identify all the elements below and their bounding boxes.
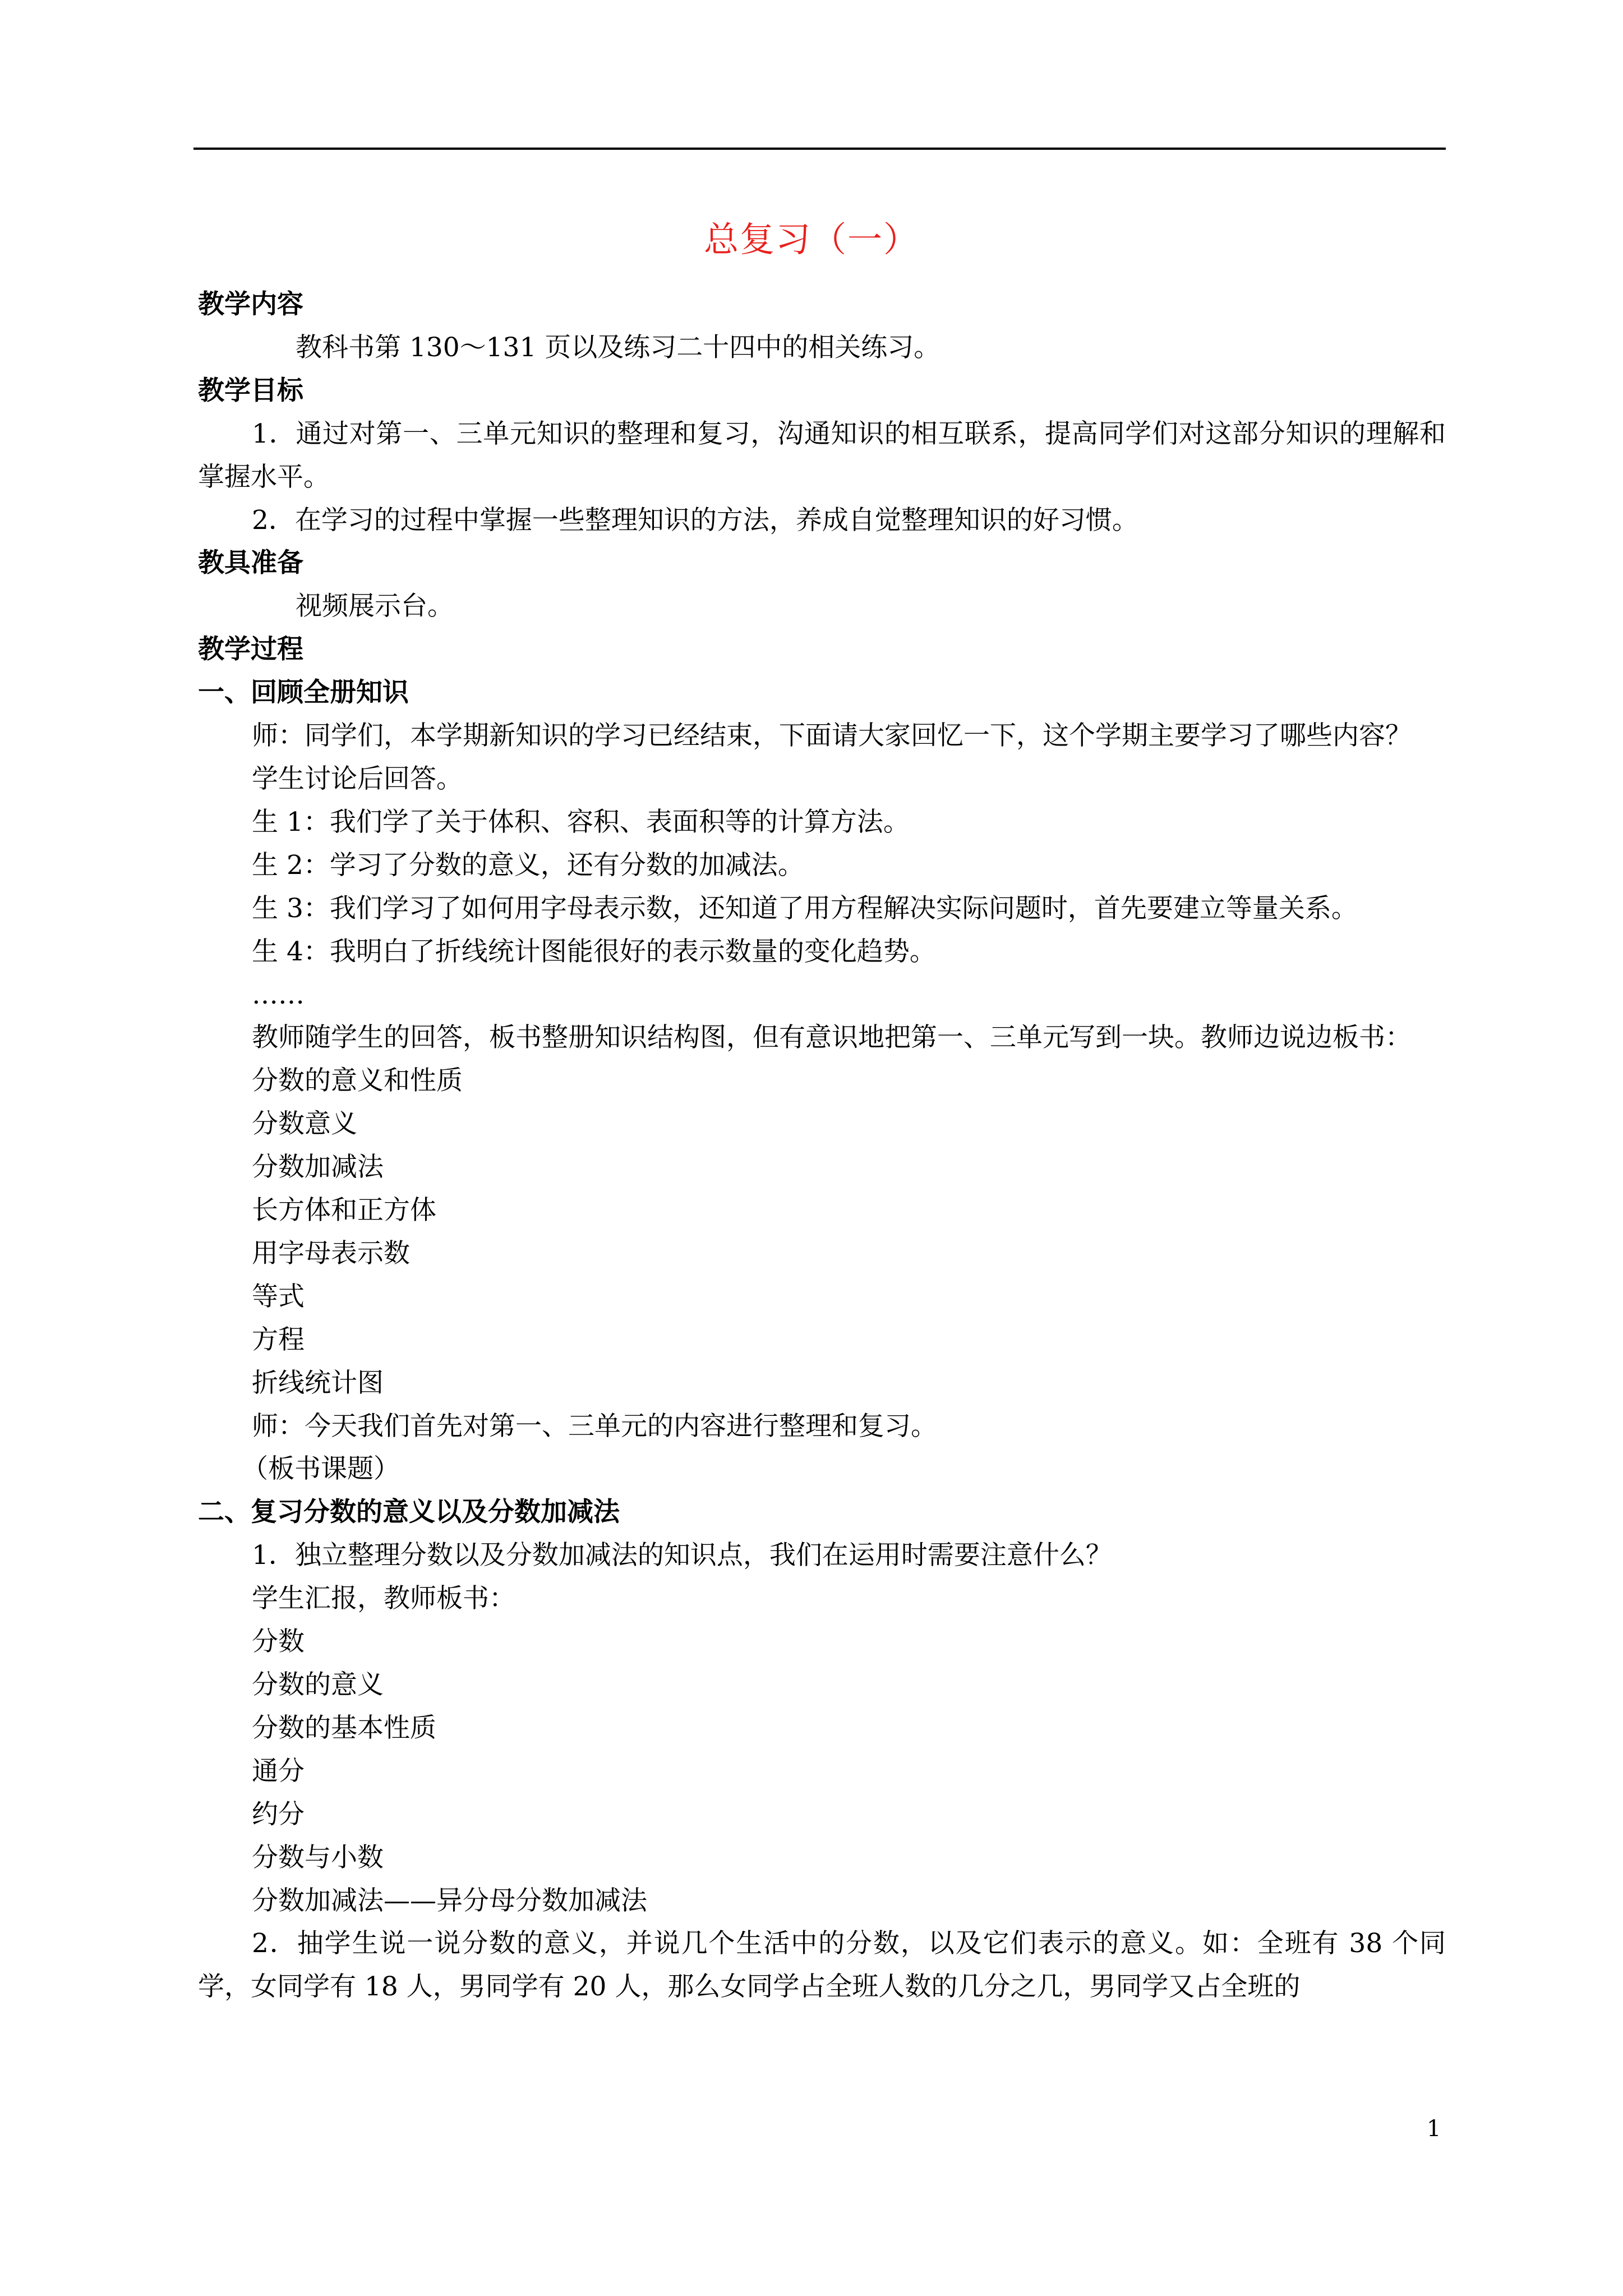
page-title: 总复习（一） bbox=[703, 219, 919, 260]
ellipsis: …… bbox=[252, 979, 305, 1010]
goal-2: 2．在学习的过程中掌握一些整理知识的方法，养成自觉整理知识的好习惯。 bbox=[252, 504, 1138, 536]
board2-item: 通分 bbox=[252, 1755, 305, 1787]
page-number: 1 bbox=[1427, 2116, 1441, 2142]
task-1: 1．独立整理分数以及分数加减法的知识点，我们在运用时需要注意什么？ bbox=[252, 1540, 1112, 1571]
heading-tools: 教具准备 bbox=[198, 547, 303, 579]
heading-part1: 一、回顾全册知识 bbox=[198, 677, 409, 708]
teacher-today: 师：今天我们首先对第一、三单元的内容进行整理和复习。 bbox=[252, 1410, 937, 1442]
discuss-text: 学生讨论后回答。 bbox=[252, 763, 463, 794]
goal-1: 1．通过对第一、三单元知识的整理和复习，沟通知识的相互联系，提高同学们对这部分知识的理解和掌握水平。 bbox=[198, 418, 1446, 493]
document-body bbox=[198, 283, 1446, 2009]
task-2: 2．抽学生说一说分数的意义，并说几个生活中的分数，以及它们表示的意义。如：全班有 38 个同学，女同学有 18 人，男同学有 20 人，那么女同学占全班人数的几分之几，男同学又占全班的 bbox=[198, 1928, 1446, 2003]
student-2: 生 2：学习了分数的意义，还有分数的加减法。 bbox=[252, 849, 804, 881]
header-rule bbox=[193, 148, 1446, 150]
board2-item: 分数与小数 bbox=[252, 1842, 384, 1873]
report-text: 学生汇报，教师板书： bbox=[252, 1583, 515, 1614]
board2-item: 分数加减法——异分母分数加减法 bbox=[252, 1885, 647, 1916]
student-3: 生 3：我们学习了如何用字母表示数，还知道了用方程解决实际问题时，首先要建立等量关系。 bbox=[252, 892, 1358, 924]
content-text: 教科书第 130～131 页以及练习二十四中的相关练习。 bbox=[296, 332, 940, 363]
heading-goals: 教学目标 bbox=[198, 375, 303, 406]
board2-item: 分数 bbox=[252, 1626, 305, 1658]
board-item: 长方体和正方体 bbox=[252, 1195, 436, 1226]
student-4: 生 4：我明白了折线统计图能很好的表示数量的变化趋势。 bbox=[252, 936, 936, 967]
board2-item: 约分 bbox=[252, 1798, 305, 1830]
tools-text: 视频展示台。 bbox=[296, 591, 454, 622]
board-item: 用字母表示数 bbox=[252, 1237, 410, 1269]
board-item: 折线统计图 bbox=[252, 1367, 384, 1398]
board-item: 分数加减法 bbox=[252, 1152, 384, 1183]
heading-part2: 二、复习分数的意义以及分数加减法 bbox=[198, 1497, 620, 1528]
board-item: 等式 bbox=[252, 1281, 305, 1312]
board-item: 方程 bbox=[252, 1324, 305, 1355]
student-1: 生 1：我们学了关于体积、容积、表面积等的计算方法。 bbox=[252, 806, 910, 838]
board-item: 分数意义 bbox=[252, 1108, 357, 1140]
board-item: 分数的意义和性质 bbox=[252, 1065, 463, 1097]
board2-item: 分数的意义 bbox=[252, 1669, 384, 1700]
board-title-note: （板书课题） bbox=[242, 1453, 400, 1485]
teacher-question: 师：同学们，本学期新知识的学习已经结束，下面请大家回忆一下，这个学期主要学习了哪些内容？ bbox=[252, 720, 1412, 752]
heading-content: 教学内容 bbox=[198, 289, 303, 320]
board2-item: 分数的基本性质 bbox=[252, 1712, 436, 1743]
heading-process: 教学过程 bbox=[198, 634, 303, 665]
board-intro: 教师随学生的回答，板书整册知识结构图，但有意识地把第一、三单元写到一块。教师边说边板书： bbox=[252, 1022, 1412, 1053]
